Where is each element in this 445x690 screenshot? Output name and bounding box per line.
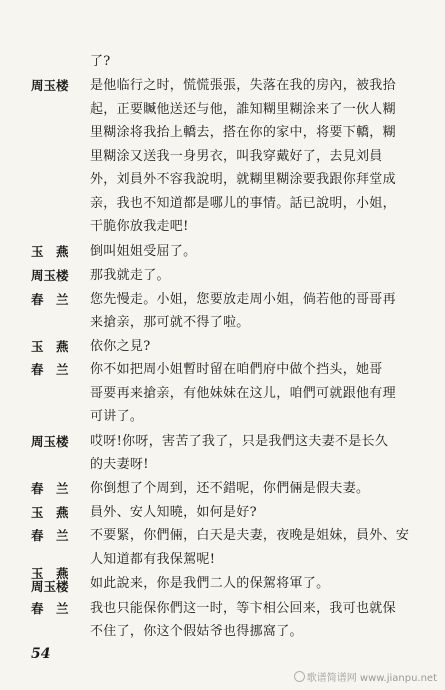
speaker-name: 周玉楼 (31, 434, 69, 449)
speaker-name: 玉 燕 (31, 244, 69, 259)
dialogue-line: 外，刘員外不容我說明，就糊里糊涂要我跟你拜堂成 (90, 172, 396, 187)
speaker-name: 玉 燕 周玉楼 (31, 566, 69, 594)
dialogue-line: 的夫妻呀! (90, 457, 149, 472)
speaker-name: 春 兰 (31, 481, 69, 496)
speaker-name: 春 兰 (31, 362, 69, 377)
dialogue-line: 你不如把周小姐暫时留在咱們府中做个挡头，她哥 (90, 362, 383, 377)
dialogue-line: 員外、安人知曉，如何是好? (90, 505, 257, 520)
watermark-logo-icon (294, 671, 305, 682)
speaker-name: 周玉楼 (31, 78, 69, 93)
dialogue-line: 依你之見? (90, 339, 151, 354)
dialogue-line: 那我就走了。 (90, 268, 170, 283)
speaker-name: 春 兰 (31, 528, 69, 543)
dialogue-line: 不要緊，你們倆，白天是夫妻，夜晚是姐妹，員外、安 (90, 528, 410, 543)
dialogue-line: 可讲了。 (90, 409, 144, 424)
dialogue-line: 哥要再来搶亲，有他妹妹在这儿，咱們可就跟他有理 (90, 386, 396, 401)
page-number: 54 (31, 646, 51, 662)
dialogue-line: 亲，我也不知道都是哪儿的事情。話已說明，小姐， (90, 196, 396, 211)
watermark-text: 歌谱简谱网 www.jianpu.net (306, 673, 437, 684)
speaker-name: 玉 燕 (31, 339, 69, 354)
speaker-name: 玉 燕 (31, 505, 69, 520)
speaker-name: 春 兰 (31, 292, 69, 307)
dialogue-line: 哎呀!你呀，害苦了我了，只是我們这夫妻不是长久 (90, 434, 389, 449)
dialogue-line: 了? (90, 54, 111, 69)
dialogue-line: 起，正要贓他送还与他，誰知糊里糊涂来了一伙人糊 (90, 102, 396, 117)
dialogue-line: 我也只能保你們这一时，等卞相公回来，我可也就保 (90, 601, 396, 616)
dialogue-line: 是他临行之时，慌慌張張，失落在我的房內，被我拾 (90, 78, 396, 93)
dialogue-line: 里糊涂将我抬上轎去，搭在你的家中，将要下轎，糊 (90, 125, 396, 140)
speaker-name: 周玉楼 (31, 268, 69, 283)
dialogue-line: 如此說来，你是我們二人的保駕将軍了。 (90, 576, 330, 591)
dialogue-line: 里糊涂又送我一身男衣，叫我穿戴好了，去見刘員 (90, 149, 383, 164)
watermark (294, 669, 437, 684)
speaker-name: 春 兰 (31, 601, 69, 616)
dialogue-line: 干脆你放我走吧! (90, 219, 189, 234)
dialogue-line: 来搶亲，那可就不得了啦。 (90, 315, 250, 330)
dialogue-line: 不住了，你这个假姑爷也得挪窩了。 (90, 624, 303, 639)
dialogue-line: 倒叫姐姐受屈了。 (90, 244, 197, 259)
dialogue-line: 你倒想了个周到，还不錯呢，你們倆是假夫妻。 (90, 481, 370, 496)
dialogue-line: 人知道都有我保駕呢! (90, 552, 216, 567)
dialogue-line: 您先慢走。小姐，您要放走周小姐，倘若他的哥哥再 (90, 292, 396, 307)
